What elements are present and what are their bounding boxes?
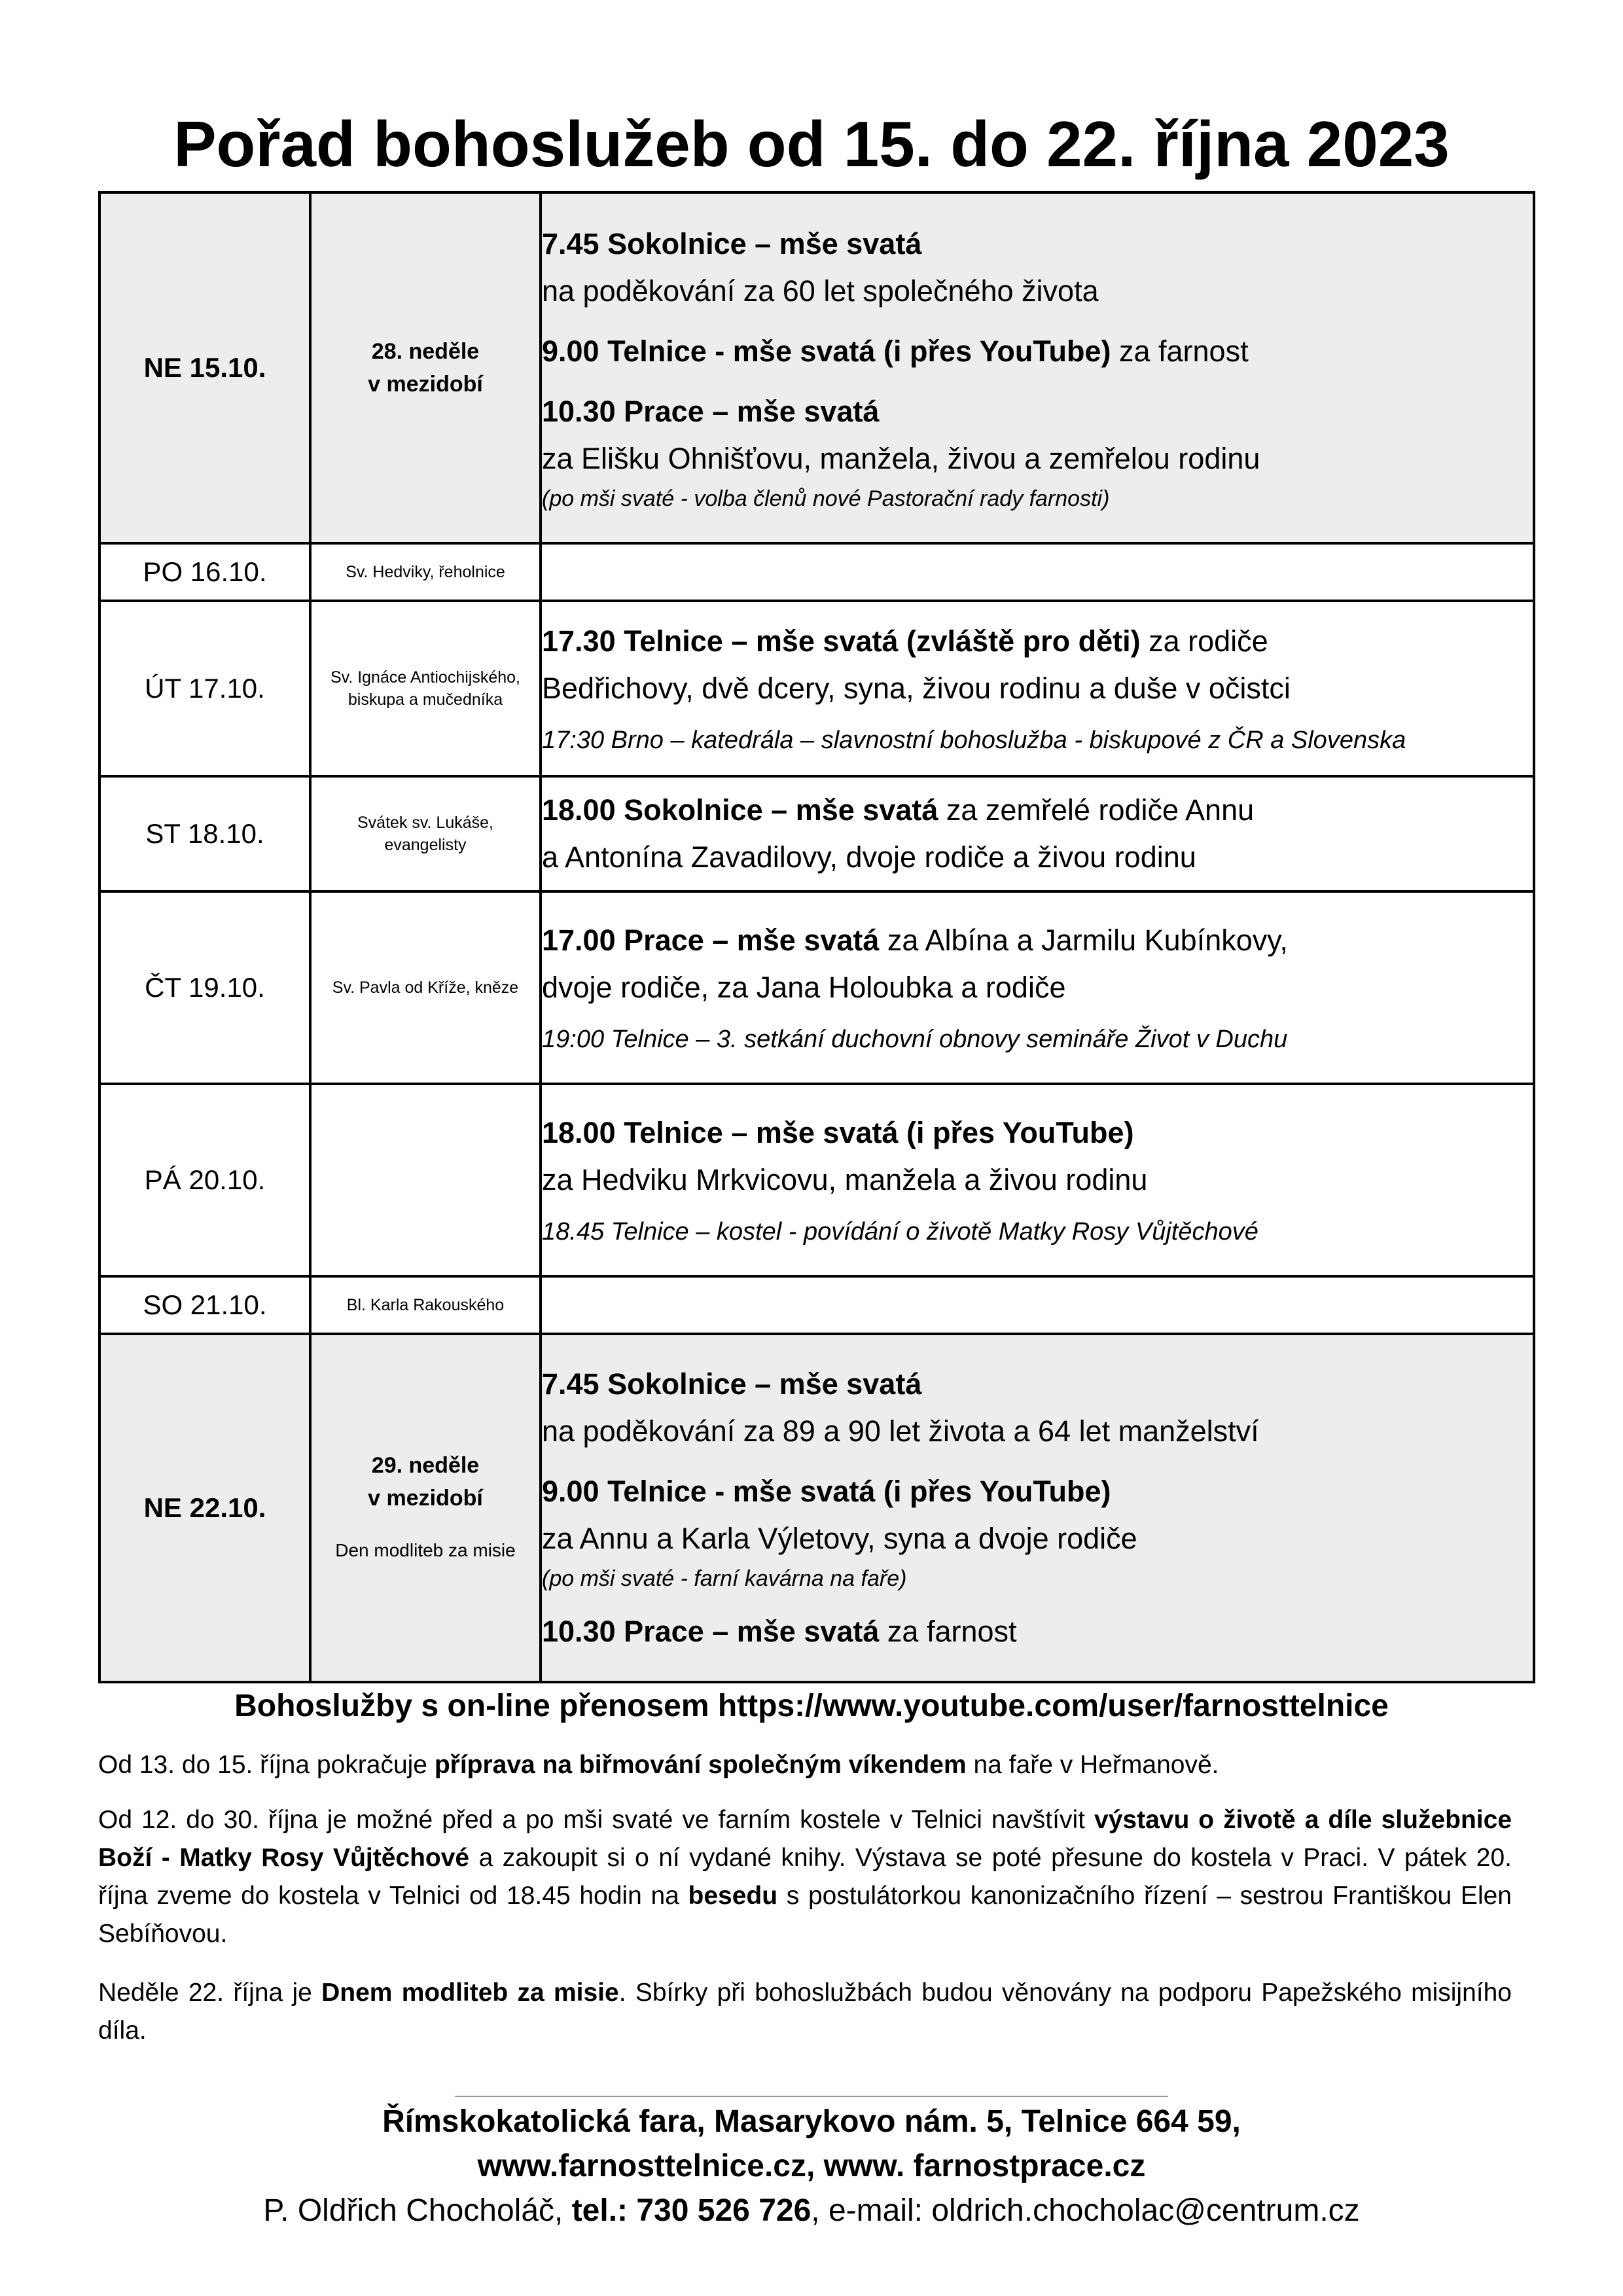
event-title: 10.30 Prace – mše svatá (542, 395, 880, 428)
footer-divider (455, 2096, 1168, 2097)
event-intention: za rodiče (1140, 624, 1268, 658)
event-note: 18.45 Telnice – kostel - povídání o životě Matky Rosy Vůjtěchové (542, 1218, 1258, 1246)
day-cell: ÚT 17.10. (99, 601, 310, 776)
events-cell (541, 1084, 1534, 1276)
event-title: 18.00 Sokolnice – mše svatá (542, 793, 938, 827)
events-cell (541, 543, 1534, 601)
day-cell: NE 15.10. (99, 192, 310, 543)
event-title: 17.00 Prace – mše svatá (542, 924, 880, 957)
event-intention: na poděkování za 89 a 90 let života a 64 let manželství (542, 1414, 1259, 1448)
footer-contact: P. Oldřich Chocholáč, tel.: 730 526 726, e-mail: oldrich.chocholac@centrum.cz (263, 2193, 1360, 2228)
event-note: 17:30 Brno – katedrála – slavnostní bohoslužba - biskupové z ČR a Slovenska (542, 726, 1406, 754)
feast-cell: Sv. Hedviky, řeholnice (310, 543, 541, 601)
row-wednesday-18 (99, 776, 1534, 891)
event-intention: na poděkování za 60 let společného života (542, 274, 1099, 308)
events-cell (541, 192, 1534, 543)
announcement-missions: Neděle 22. října je Dnem modliteb za misie. Sbírky při bohoslužbách budou věnovány na podporu Papežského misijního díla. (98, 1979, 1512, 2045)
event-note: 19:00 Telnice – 3. setkání duchovní obnovy semináře Život v Duchu (542, 1026, 1288, 1053)
events-cell (541, 776, 1534, 891)
day-cell: NE 22.10. (99, 1334, 310, 1682)
event-note: (po mši svaté - farní kavárna na faře) (542, 1566, 907, 1591)
event-title: 10.30 Prace – mše svatá (542, 1615, 880, 1648)
footer-websites: www.farnosttelnice.cz, www. farnostprace.cz (477, 2149, 1146, 2183)
feast-cell (310, 1334, 541, 1682)
day-cell: ST 18.10. (99, 776, 310, 891)
feast-cell: Bl. Karla Rakouského (310, 1276, 541, 1334)
event-title: 7.45 Sokolnice – mše svatá (542, 1367, 922, 1401)
event-intention: za Hedviku Mrkvicovu, manžela a živou rodinu (542, 1163, 1148, 1196)
feast-line: 29. neděle (371, 1453, 480, 1478)
schedule-table (98, 191, 1535, 1683)
event-intention: za farnost (879, 1615, 1017, 1648)
online-broadcast-line: Bohoslužby s on-line přenosem https://www.youtube.com/user/farnosttelnice (234, 1689, 1389, 1723)
feast-cell: Sv. Pavla od Kříže, kněze (310, 891, 541, 1084)
announcement-confirmation: Od 13. do 15. října pokračuje příprava na biřmování společným víkendem na faře v Heřmanově. (98, 1751, 1219, 1779)
event-intention: a Antonína Zavadilovy, dvoje rodiče a živou rodinu (542, 840, 1196, 874)
event-intention: za zemřelé rodiče Annu (938, 793, 1255, 827)
footer-address: Římskokatolická fara, Masarykovo nám. 5, Telnice 664 59, (382, 2104, 1241, 2139)
row-friday-20 (99, 1084, 1534, 1276)
announcement-exhibition: Od 12. do 30. října je možné před a po mši svaté ve farním kostele v Telnici navštívit výstavu o životě a díle služebnice Boží - Matky Rosy Vůjtěchové a zakoupit si o ní vydané knihy. Výstava se poté přesune do kostela v Praci. V pátek 20. října zveme do kostela v Telnici od 18.45 hodin na besedu s postulátorkou kanonizačního řízení – sestrou Františkou Elen Sebíňovou. (98, 1806, 1512, 1948)
feast-line: evangelisty (384, 836, 467, 854)
event-title: 9.00 Telnice - mše svatá (i přes YouTube) (542, 334, 1111, 368)
event-note: (po mši svaté - volba členů nové Pastorační rady farnosti) (542, 486, 1110, 511)
event-intention: za farnost (1111, 334, 1249, 368)
row-sunday-22 (99, 1334, 1534, 1682)
feast-line: Svátek sv. Lukáše, (357, 814, 493, 832)
events-cell (541, 601, 1534, 776)
row-thursday-19 (99, 891, 1534, 1084)
event-title: 18.00 Telnice – mše svatá (i přes YouTube) (542, 1116, 1134, 1149)
event-intention: za Albína a Jarmilu Kubínkovy, (879, 924, 1288, 957)
row-monday-16 (99, 543, 1534, 601)
day-cell: ČT 19.10. (99, 891, 310, 1084)
feast-cell (310, 192, 541, 543)
event-intention: za Elišku Ohnišťovu, manžela, živou a zemřelou rodinu (542, 442, 1260, 475)
events-cell (541, 891, 1534, 1084)
day-cell: PO 16.10. (99, 543, 310, 601)
feast-line: v mezidobí (368, 1486, 483, 1511)
event-title: 9.00 Telnice - mše svatá (i přes YouTube) (542, 1475, 1111, 1508)
event-intention: dvoje rodiče, za Jana Holoubka a rodiče (542, 971, 1066, 1004)
event-title: 7.45 Sokolnice – mše svatá (542, 227, 922, 260)
feast-cell (310, 1084, 541, 1276)
event-intention: Bedřichovy, dvě dcery, syna, živou rodinu a duše v očistci (542, 672, 1291, 705)
event-title: 17.30 Telnice – mše svatá (zvláště pro děti) (542, 624, 1141, 658)
feast-line: biskupa a mučedníka (348, 691, 503, 709)
row-tuesday-17 (99, 601, 1534, 776)
feast-line: Sv. Ignáce Antiochijského, (330, 668, 520, 687)
feast-cell (310, 601, 541, 776)
feast-line: v mezidobí (368, 372, 483, 397)
feast-note: Den modliteb za misie (335, 1540, 516, 1560)
feast-cell (310, 776, 541, 891)
day-cell: SO 21.10. (99, 1276, 310, 1334)
day-cell: PÁ 20.10. (99, 1084, 310, 1276)
row-sunday-15 (99, 192, 1534, 543)
events-cell (541, 1334, 1534, 1682)
page-title: Pořad bohoslužeb od 15. do 22. října 2023 (173, 108, 1450, 180)
event-intention: za Annu a Karla Výletovy, syna a dvoje rodiče (542, 1522, 1137, 1555)
row-saturday-21 (99, 1276, 1534, 1334)
feast-line: 28. neděle (371, 339, 480, 364)
events-cell (541, 1276, 1534, 1334)
